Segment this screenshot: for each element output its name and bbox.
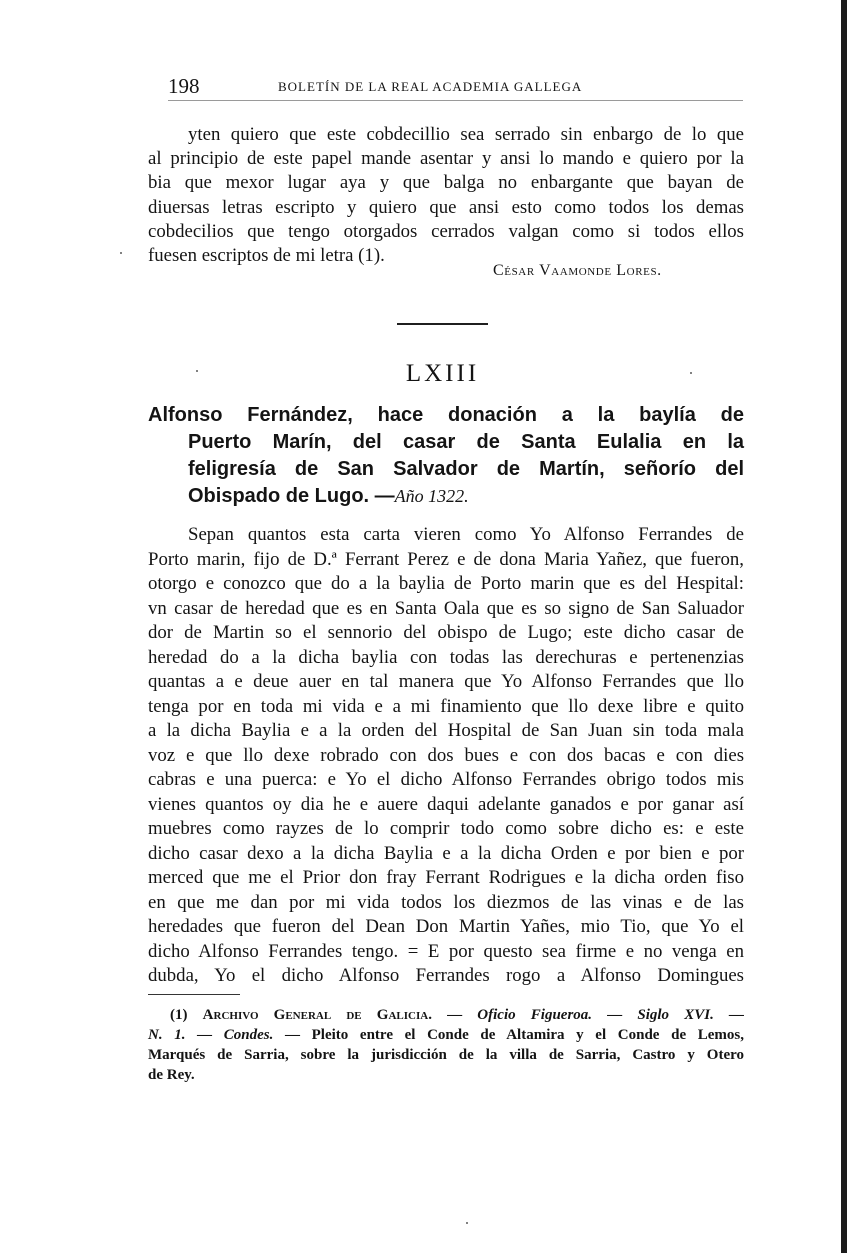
text-line: vn casar de heredad que es en Santa Oala que es so signo de San Saluador — [148, 597, 744, 619]
document-heading — [148, 402, 744, 510]
footnote-marker: (1) — [170, 1007, 188, 1023]
paper-speck — [120, 252, 122, 254]
footnote-text: — Pleito entre el Conde de Altamira y el Conde de Lemos, — [273, 1027, 744, 1043]
text-line: en que me dan por mi vida todos los diezmos de las vinas e de las — [148, 891, 744, 913]
heading-line: Alfonso Fernández, hace donación a la baylía de — [148, 404, 744, 426]
text-line: bia que mexor lugar aya y que balga no enbargante que bayan de — [148, 172, 744, 194]
paper-speck — [466, 1222, 468, 1224]
footnote — [148, 1005, 744, 1085]
document-body — [148, 523, 744, 989]
heading-line: feligresía de San Salvador de Martín, señorío del — [188, 458, 744, 480]
text-line: cobdecilios que tengo otorgados cerrados valgan como si todos ellos — [148, 220, 744, 242]
text-line: otorgo e conozco que do a la baylia de Porto marin que es del Hespital: — [148, 573, 744, 594]
footnote-source: Archivo General de Galicia. — — [202, 1007, 463, 1023]
heading-line-text: Obispado de Lugo. — — [188, 485, 395, 507]
previous-document-text — [148, 123, 744, 268]
footnote-line — [148, 1025, 744, 1045]
text-line: merced que me el Prior don fray Ferrant Rodrigues e la dicha orden fiso — [148, 867, 744, 888]
signature: César Vaamonde Lores. — [493, 262, 662, 279]
text-line: vienes quantos oy dia he e auere daqui adelante ganados e por ganar así — [148, 793, 744, 815]
text-line: voz e que llo dexe robrado con dos bues e con dos bacas e con dies — [148, 744, 744, 766]
text-line: heredad do a la dicha baylia con todas las derechuras e pertenenzias — [148, 646, 744, 668]
text-line: dubda, Yo el dicho Alfonso Ferrandes rogo a Alfonso Domingues — [148, 965, 744, 986]
text-line: al principio de este papel mande asentar y ansi lo mando e quiero por la — [148, 148, 744, 170]
text-line: dor de Martin so el sennorio del obispo de Lugo; este dicho casar de — [148, 622, 744, 643]
text-line: heredades que fueron del Dean Don Martin Yañes, mio Tio, que Yo el — [148, 916, 744, 937]
paper-speck — [196, 370, 198, 372]
page-edge-shadow — [841, 0, 847, 1253]
document-year: Año 1322. — [394, 486, 469, 506]
text-line: a la dicha Baylia e a la orden del Hospital de San Juan sin toda mala — [148, 720, 744, 741]
text-line: dicho Alfonso Ferrandes tengo. = E por questo sea firme e no venga en — [148, 940, 744, 962]
text-line: muebres como rayzes de lo comprir todo como sobre dicho es: e este — [148, 818, 744, 839]
text-line: Sepan quantos esta carta vieren como Yo Alfonso Ferrandes de — [188, 524, 744, 545]
section-divider — [397, 323, 488, 325]
text-line: yten quiero que este cobdecillio sea serrado sin enbargo de lo que — [188, 124, 744, 145]
document-number: LXIII — [405, 360, 480, 387]
text-line: cabras e una puerca: e Yo el dicho Alfonso Ferrandes obrigo todos mis — [148, 769, 744, 790]
footnote-line: Marqués de Sarria, sobre la jurisdicción de la villa de Sarria, Castro y Otero — [148, 1047, 744, 1063]
footnote-bundle: N. 1. — Condes. — [148, 1027, 274, 1043]
text-line: diuersas letras escripto y quiero que ansi esto como todos los demas — [148, 196, 744, 218]
running-title: BOLETÍN DE LA REAL ACADEMIA GALLEGA — [278, 79, 583, 94]
text-line: fuesen escriptos de mi letra (1). — [148, 245, 385, 267]
text-line: quantas a e deue auer en tal manera que Yo Alfonso Ferrandes que llo — [148, 671, 744, 692]
page-header — [168, 74, 743, 101]
page-number: 198 — [168, 74, 200, 98]
text-line: tenga por en toda mi vida e a mi finamiento que llo dexe libre e quito — [148, 695, 744, 717]
text-line: dicho casar dexo a la dicha Baylia e a la dicha Orden e por bien e por — [148, 842, 744, 864]
heading-line: Puerto Marín, del casar de Santa Eulalia en la — [188, 431, 744, 453]
paper-speck — [690, 372, 692, 374]
footnote-line: de Rey. — [148, 1067, 195, 1083]
heading-line — [148, 483, 744, 510]
footnote-fondo: Oficio Figueroa. — Siglo XVI. — — [477, 1007, 744, 1023]
text-line: Porto marin, fijo de D.ª Ferrant Perez e de dona Maria Yañez, que fueron, — [148, 548, 744, 570]
footnote-line — [148, 1005, 744, 1025]
footnote-divider — [148, 994, 240, 995]
